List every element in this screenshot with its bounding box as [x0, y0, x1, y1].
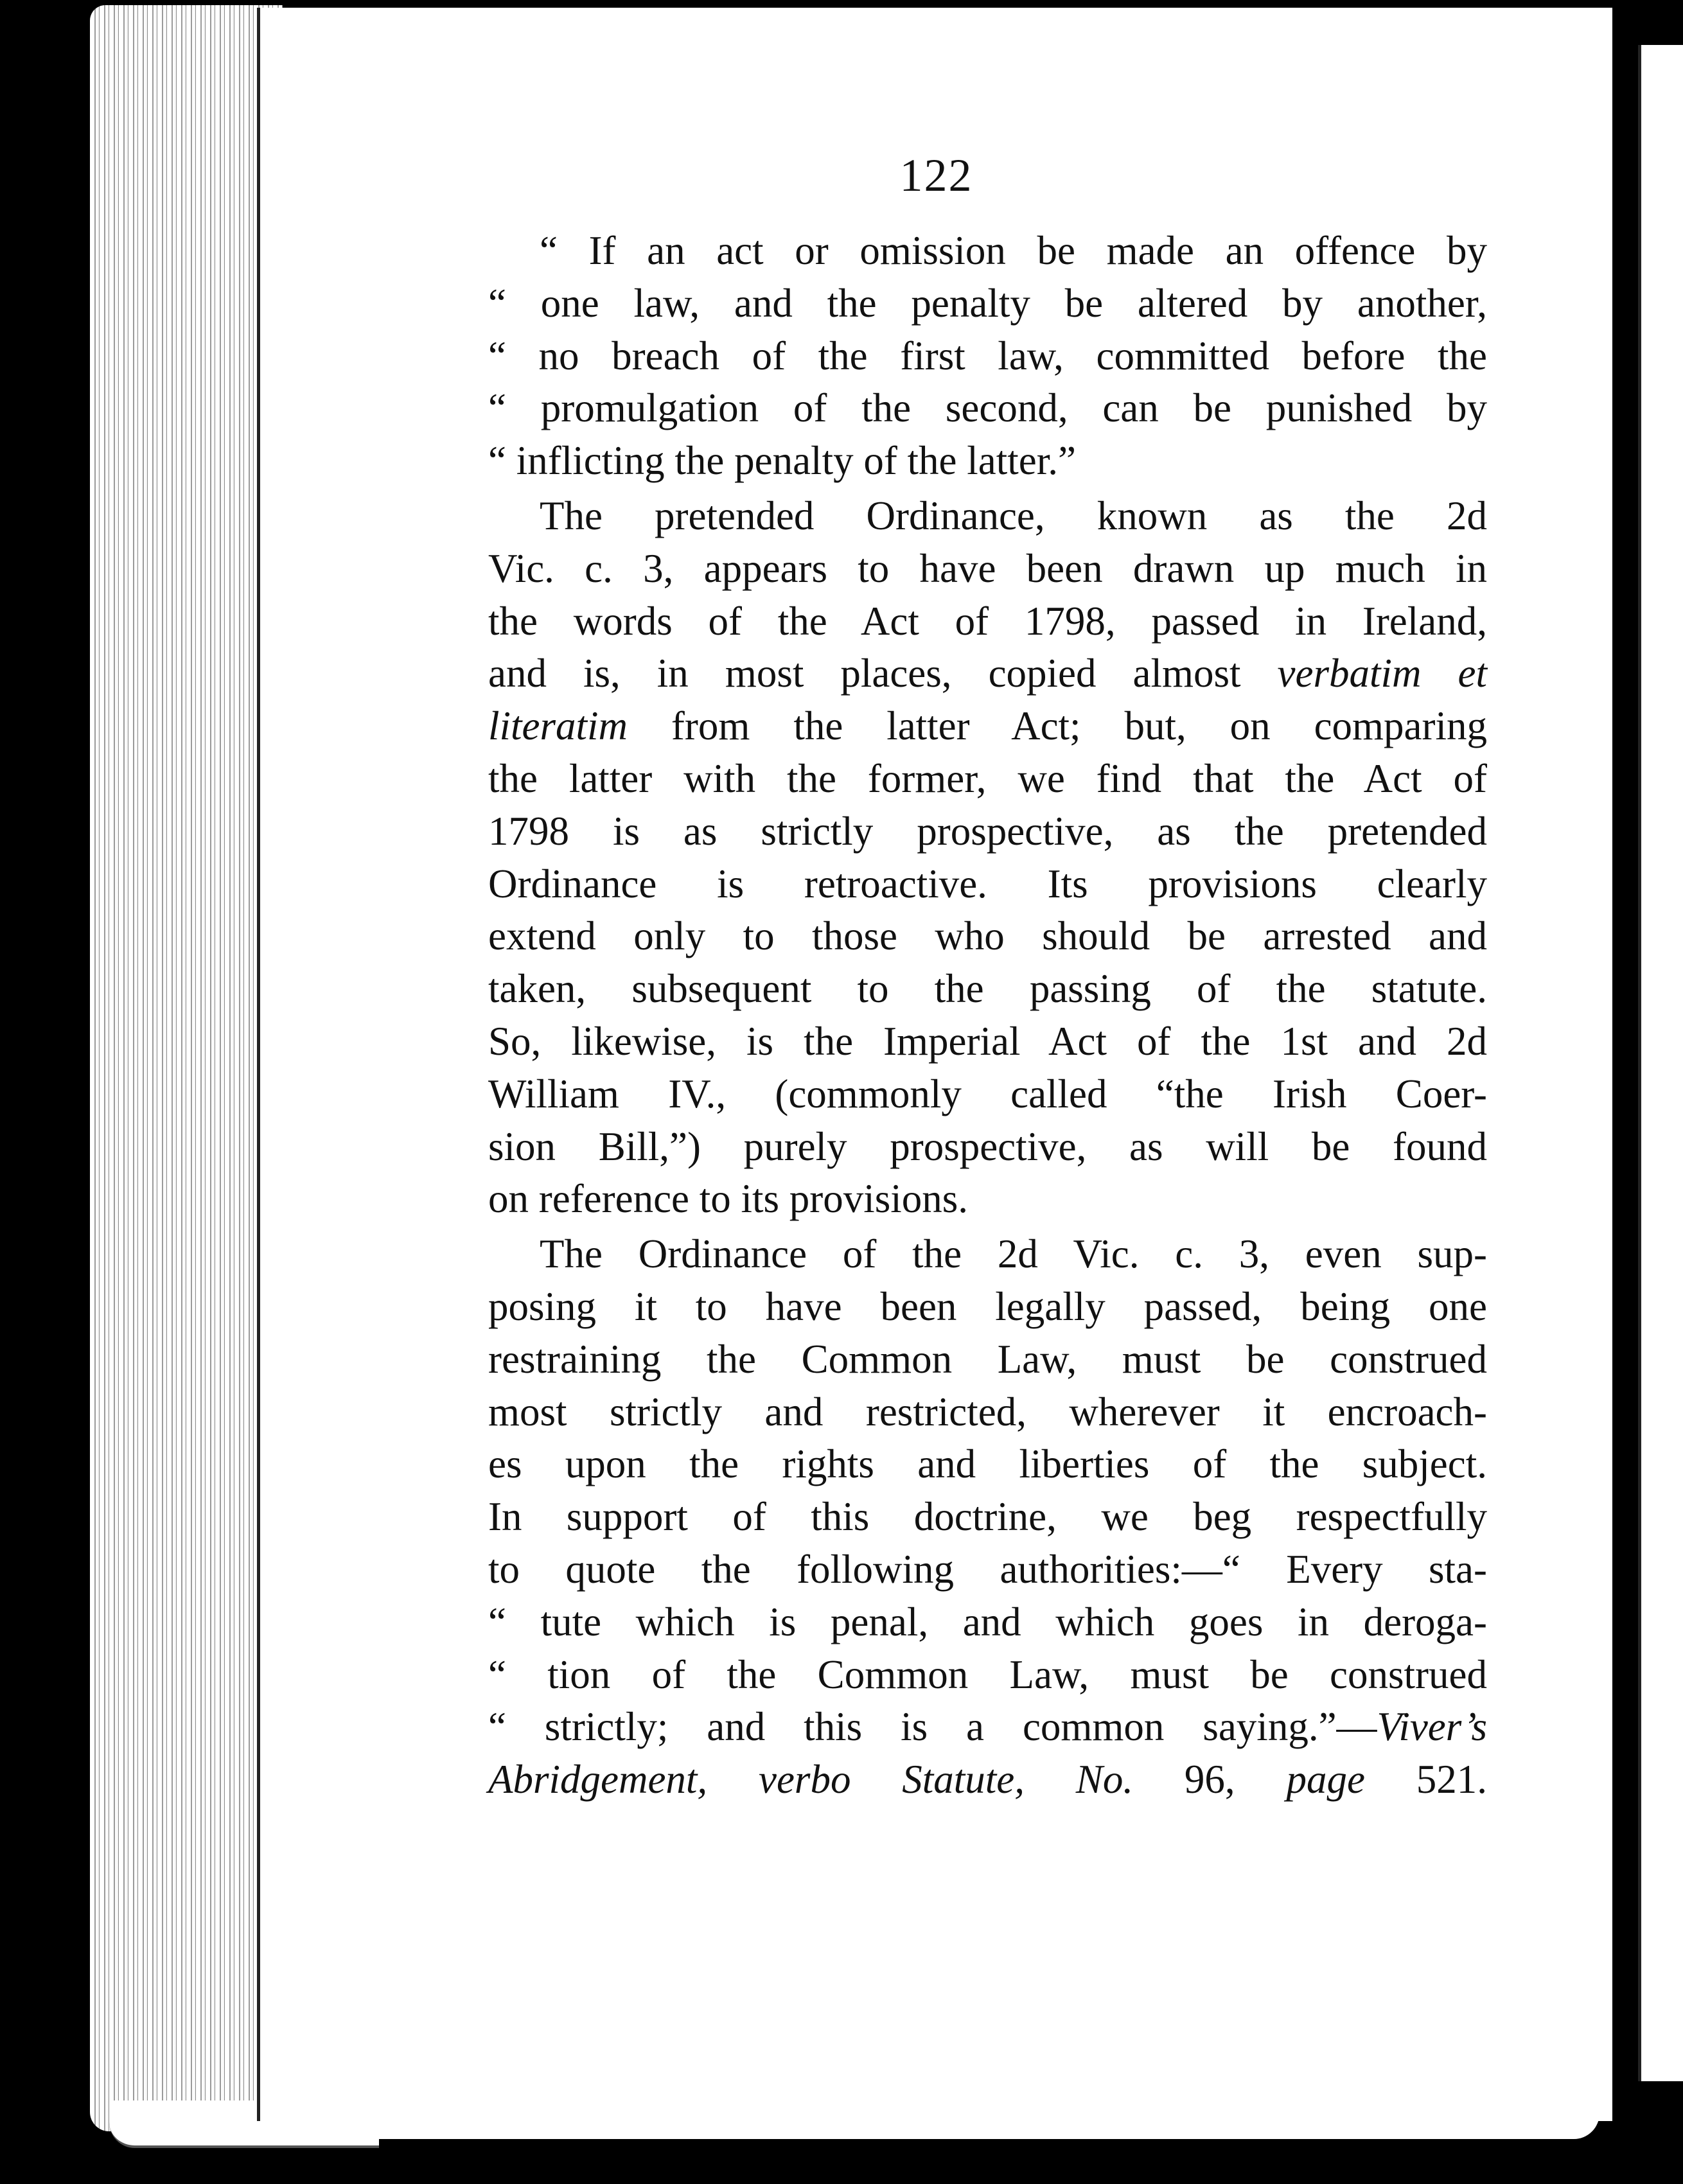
- text-line: “ promulgation of the second, can be punished by: [488, 385, 1487, 431]
- text-line: most strictly and restricted, wherever it encroach-: [488, 1389, 1487, 1434]
- text-line: Ordinance is retroactive. Its provisions clearly: [488, 861, 1487, 906]
- text-line: [488, 700, 1487, 753]
- text-line: on reference to its provisions.: [488, 1176, 969, 1222]
- text-run: “ strictly; and this is a common saying.”—: [488, 1704, 1377, 1750]
- text-line: William IV., (commonly called “the Irish Coer-: [488, 1071, 1487, 1116]
- text-line: So, likewise, is the Imperial Act of the 1st and 2d: [488, 1018, 1487, 1064]
- body-text: [488, 225, 1487, 1806]
- page-bottom-edge: [270, 2113, 1599, 2139]
- text-line: sion Bill,”) purely prospective, as will be found: [488, 1123, 1487, 1169]
- text-line: “ inflicting the penalty of the latter.”: [488, 438, 1076, 484]
- text-line: “ If an act or omission be made an offence by: [540, 228, 1487, 273]
- text-line: “ tion of the Common Law, must be construed: [488, 1651, 1487, 1697]
- page-number: 122: [899, 150, 973, 201]
- text-line: [488, 1754, 1487, 1806]
- page-stack-edges: [90, 5, 283, 2131]
- italic-run: verbatim et: [1277, 651, 1487, 696]
- text-line: “ one law, and the penalty be altered by another,: [488, 280, 1487, 326]
- text-line: the latter with the former, we find that the Act of: [488, 755, 1487, 801]
- italic-run: literatim: [488, 703, 628, 749]
- italic-run: Viver’s: [1377, 1704, 1487, 1750]
- text-line: 1798 is as strictly prospective, as the pretended: [488, 808, 1487, 854]
- italic-run: Abridgement, verbo Statute, No.: [488, 1757, 1134, 1802]
- text-line: Vic. c. 3, appears to have been drawn up much in: [488, 545, 1487, 591]
- text-run: and is, in most places, copied almost: [488, 651, 1278, 696]
- text-line: “ no breach of the first law, committed before the: [488, 333, 1487, 378]
- text-line: [488, 647, 1487, 700]
- text-line: to quote the following authorities:—“ Every sta-: [488, 1546, 1487, 1592]
- text-line: posing it to have been legally passed, being one: [488, 1283, 1487, 1329]
- text-line: “ tute which is penal, and which goes in deroga-: [488, 1599, 1487, 1644]
- text-line: In support of this doctrine, we beg respectfully: [488, 1494, 1487, 1540]
- text-line: taken, subsequent to the passing of the statute.: [488, 966, 1487, 1012]
- text-line: extend only to those who should be arrested and: [488, 913, 1487, 959]
- text-line: The pretended Ordinance, known as the 2d: [540, 493, 1487, 538]
- facing-page-edge: [1638, 45, 1683, 2081]
- italic-run: page: [1286, 1757, 1365, 1802]
- text-run: from the latter Act; but, on comparing: [628, 703, 1487, 749]
- text-run: 96,: [1133, 1757, 1287, 1802]
- text-line: the words of the Act of 1798, passed in Ireland,: [488, 598, 1487, 644]
- text-line: restraining the Common Law, must be construed: [488, 1336, 1487, 1382]
- text-run: 521.: [1364, 1757, 1488, 1802]
- text-line: es upon the rights and liberties of the subject.: [488, 1441, 1487, 1487]
- text-line: The Ordinance of the 2d Vic. c. 3, even sup-: [540, 1231, 1487, 1277]
- text-line: [488, 1701, 1487, 1754]
